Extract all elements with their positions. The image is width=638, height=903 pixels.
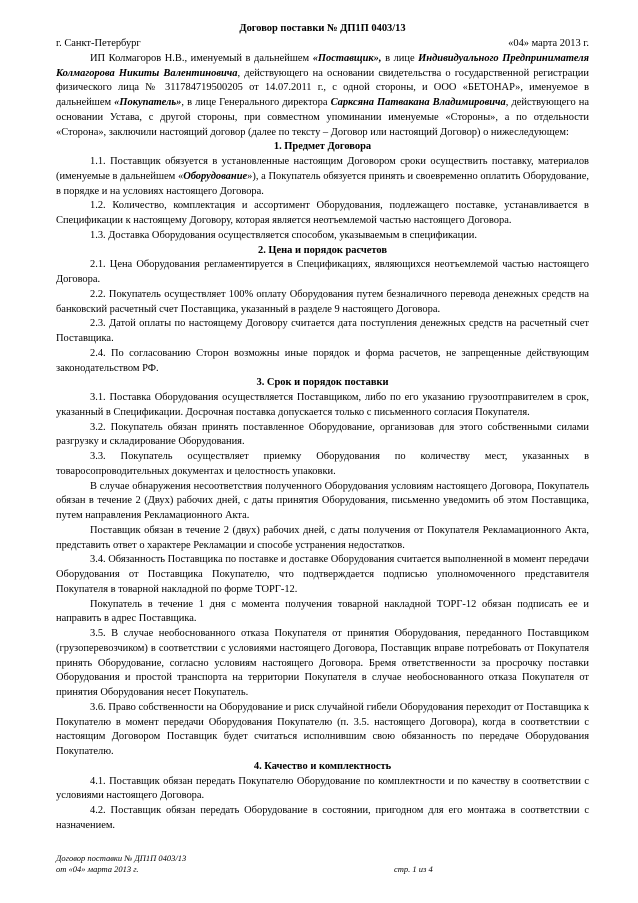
buyer-term: «Покупатель»: [114, 97, 182, 108]
clause-3-3-response: Поставщик обязан в течение 2 (двух) рабочих дней, с даты получения от Покупателя Рекламационного Акта, представить ответ о характере Рекламации и способе устранения недостатков.: [56, 524, 589, 551]
page-number: стр. 1 из 4: [394, 864, 433, 874]
clause-4-2: 4.2. Поставщик обязан передать Оборудование в состоянии, пригодном для его монтажа в соответствии с назначением.: [56, 805, 589, 831]
clause-2-1: 2.1. Цена Оборудования регламентируется в Спецификациях, являющихся неотъемлемой частью настоящего Договора.: [56, 259, 589, 285]
clause-3-4: 3.4. Обязанность Поставщика по поставке и доставке Оборудования считается выполненной в момент передачи Оборудования от Поставщика Покупателю, что подтверждается подписью уполномоченного представителя Покупателя в товарной накладной по форме ТОРГ-12.: [56, 554, 589, 595]
clause-2-2: 2.2. Покупатель осуществляет 100% оплату Оборудования путем безналичного перевода денежных средств на банковский расчетный счет Поставщика, указанный в разделе 9 настоящего Договора.: [56, 288, 589, 315]
clause-1-1: 1.1. Поставщик обязуется в установленные настоящим Договором сроки осуществить поставку, материалов (именуемые в дальнейшем «Оборудование»), а Покупатель обязуется принять и своевременно оплатить Оборудование, в порядке и на условиях настоящего Договора.: [56, 156, 589, 197]
buyer-representative: Сарксяна Патвакана Владимировича: [330, 97, 506, 108]
clause-3-5: 3.5. В случае необоснованного отказа Покупателя от принятия Оборудования, переданного Поставщиком (грузоперевозчиком) в соответствии с условиями настоящего Договора, Поставщик вправе потребовать от Покупателя принять Оборудование, согласно условиям настоящего Договора. Бремя ответственности за просрочку поставки Оборудования и простой транспорта на территории Покупателя в случае необоснованного отказа Покупателя от принятия Оборудования несет Покупатель.: [56, 628, 589, 698]
section-heading-1: 1. Предмет Договора: [273, 141, 372, 153]
clause-3-2: 3.2. Покупатель обязан принять поставленное Оборудование, организовав для этого собственными силами разгрузку и складирование Оборудования.: [56, 421, 589, 448]
clause-1-2: 1.2. Количество, комплектация и ассортимент Оборудования, подлежащего поставке, устанавливается в Спецификации к настоящему Договору, которая является неотъемлемой частью настоящего Договора.: [56, 200, 589, 226]
equipment-term: Оборудование: [183, 170, 248, 182]
clause-3-4-signing: Покупатель в течение 1 дня с момента получения товарной накладной ТОРГ-12 обязан подписать ее и направить в адрес Поставщика.: [56, 598, 589, 625]
supplier-term: «Поставщик»,: [312, 52, 382, 64]
page-footer: [56, 853, 589, 875]
intro-paragraph: ИП Колмагоров Н.В., именуемый в дальнейшем «Поставщик», в лице Индивидуального Предпринимателя Колмагорова Никиты Валентиновича, действующего на основании свидетельства о государственной регистрации физического лица № 311784719500205 от 14.07.2011 г., с одной стороны, и ООО «БЕТОНАР», именуемое в дальнейшем «Покупатель», в лице Генерального директора Сарксяна Патвакана Владимировича, действующего на основании Устава, с другой стороны, при совместном упоминании именуемые «Стороны», а по отдельности «Сторона», заключили настоящий договор (далее по тексту – Договор или настоящий Договор) о нижеследующем:: [56, 52, 589, 138]
clause-3-3-defects: В случае обнаружения несоответствия полученного Оборудования условиям настоящего Договора, Покупатель обязан в течение 2 (Двух) рабочих дней, с даты принятия Оборудования, письменно уведомить об этом Поставщика, путем направления Рекламационного Акта.: [56, 480, 589, 521]
footer-contract-date: от «04» марта 2013 г.: [56, 864, 139, 874]
city: г. Санкт-Петербург: [56, 37, 141, 49]
supplier-representative: Индивидуального Предпринимателя Колмагорова Никиты Валентиновича: [56, 52, 589, 79]
section-heading-2: 2. Цена и порядок расчетов: [257, 244, 387, 256]
clause-1-3: 1.3. Доставка Оборудования осуществляется способом, указываемым в спецификации.: [90, 229, 477, 241]
contract-date: «04» марта 2013 г.: [508, 37, 589, 49]
clause-4-1: 4.1. Поставщик обязан передать Покупателю Оборудование по комплектности и по качеству в соответствии с условиями настоящего Договора.: [56, 775, 589, 802]
clause-3-6: 3.6. Право собственности на Оборудование и риск случайной гибели Оборудования переходит от Поставщика к Покупателю в момент передачи Оборудования Покупателю (п. 3.5. настоящего Договора), когда в соответствии с настоящим Договором Поставщик будет считаться исполнившим свою обязанность по передаче Оборудования Покупателю.: [56, 701, 589, 757]
section-heading-3: 3. Срок и порядок поставки: [256, 377, 389, 389]
document-title: Договор поставки № ДП1П 0403/13: [239, 23, 406, 34]
document-page: [56, 22, 589, 834]
city-date-line: [56, 37, 589, 52]
clause-2-3: 2.3. Датой оплаты по настоящему Договору считается дата поступления денежных средств на расчетный счет Поставщика.: [56, 318, 589, 344]
footer-contract-number: Договор поставки № ДП1П 0403/13: [56, 853, 187, 863]
clause-3-3: 3.3. Покупатель осуществляет приемку Оборудования по количеству мест, указанных в товаросопроводительных документах и целостность упаковки.: [56, 451, 589, 477]
clause-2-4: 2.4. По согласованию Сторон возможны иные порядок и форма расчетов, не запрещенные действующим законодательством РФ.: [56, 347, 589, 374]
clause-3-1: 3.1. Поставка Оборудования осуществляется Поставщиком, либо по его указанию грузоотправителем в срок, указанный в Спецификации. Досрочная поставка допускается только с письменного согласия Покупателя.: [56, 392, 589, 418]
section-heading-4: 4. Качество и комплектность: [253, 760, 392, 772]
